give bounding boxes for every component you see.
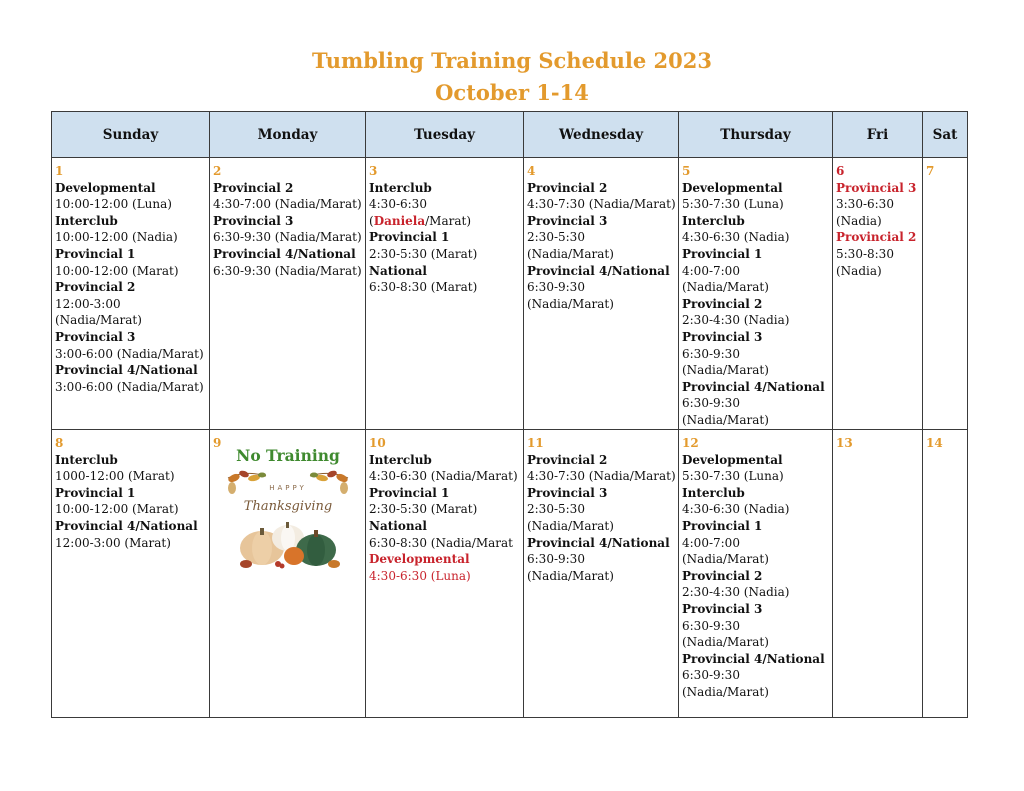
date-number: 3 xyxy=(369,164,378,178)
date-number: 11 xyxy=(527,436,544,450)
program-name: Interclub xyxy=(682,213,745,228)
program-name: Provincial 3 xyxy=(682,329,763,344)
session-time: 3:00-6:00 (Nadia/Marat) xyxy=(55,379,204,394)
program-name: Provincial 1 xyxy=(55,485,136,500)
session-time: 2:30-5:30 xyxy=(527,230,585,245)
day-cell xyxy=(52,158,210,430)
thanksgiving-pumpkins-image xyxy=(226,466,350,578)
program-name: Provincial 3 xyxy=(836,180,917,195)
session-coaches: (Nadia/Marat) xyxy=(682,684,769,699)
program-name: Provincial 2 xyxy=(527,180,608,195)
page-title: Tumbling Training Schedule 2023 xyxy=(312,48,712,73)
program-name: Provincial 3 xyxy=(527,213,608,228)
session-time: 4:00-7:00 xyxy=(682,535,740,550)
program-name: Provincial 2 xyxy=(213,180,294,195)
program-name: Provincial 2 xyxy=(55,280,136,295)
coach-highlight: Daniela xyxy=(373,213,426,228)
program-name: Provincial 3 xyxy=(55,329,136,344)
session-time: 5:30-7:30 (Luna) xyxy=(682,469,784,484)
header-sunday: Sunday xyxy=(52,112,210,158)
date-number: 13 xyxy=(836,436,853,450)
day-cell xyxy=(923,430,968,718)
session-time: 4:30-6:30 (Nadia/Marat) xyxy=(369,469,518,484)
program-name: Provincial 2 xyxy=(836,230,917,245)
session-coaches: (Nadia) xyxy=(836,263,882,278)
header-monday: Monday xyxy=(210,112,366,158)
day-cell xyxy=(679,158,833,430)
program-name: National xyxy=(369,263,427,278)
session-time: 12:00-3:00 (Marat) xyxy=(55,535,171,550)
program-name: Provincial 1 xyxy=(369,230,450,245)
program-name: Provincial 1 xyxy=(682,246,763,261)
no-training-label: No Training xyxy=(236,445,340,465)
session-time: 10:00-12:00 (Marat) xyxy=(55,502,179,517)
session-time: 6:30-9:30 xyxy=(682,668,740,683)
header-wednesday: Wednesday xyxy=(524,112,679,158)
program-name: Provincial 4/National xyxy=(682,651,825,666)
session-time: 4:30-6:30 (Nadia) xyxy=(682,502,790,517)
pumpkin-icon xyxy=(240,522,340,569)
card-happy-text: HAPPY xyxy=(269,484,307,493)
session-time: 6:30-8:30 (Nadia/Marat xyxy=(369,535,513,550)
session-coaches: (Nadia/Marat) xyxy=(682,552,769,567)
day-cell xyxy=(210,430,366,718)
day-cell xyxy=(366,430,524,718)
program-name: Provincial 1 xyxy=(55,246,136,261)
date-number: 4 xyxy=(527,164,536,178)
week-row-1 xyxy=(52,158,968,430)
program-name: Provincial 4/National xyxy=(527,535,670,550)
program-name: Provincial 1 xyxy=(369,485,450,500)
session-time: 6:30-9:30 xyxy=(527,552,585,567)
program-name: Provincial 3 xyxy=(213,213,294,228)
session-time: 4:30-6:30 xyxy=(369,197,427,212)
program-name: Provincial 4/National xyxy=(682,379,825,394)
session-time: 6:30-9:30 xyxy=(682,346,740,361)
session-coaches: (Nadia/Marat) xyxy=(527,568,614,583)
day-cell xyxy=(524,158,679,430)
session-time: 4:30-6:30 (Nadia) xyxy=(682,230,790,245)
session-coaches: (Nadia/Marat) xyxy=(682,412,769,427)
date-number: 6 xyxy=(836,164,845,178)
program-name: Interclub xyxy=(369,180,432,195)
program-name: Interclub xyxy=(55,213,118,228)
day-cell xyxy=(52,430,210,718)
program-name: Provincial 3 xyxy=(527,485,608,500)
date-number: 2 xyxy=(213,164,222,178)
session-coaches: (Nadia/Marat) xyxy=(527,296,614,311)
session-time: 4:30-6:30 (Luna) xyxy=(369,568,471,583)
day-cell xyxy=(210,158,366,430)
date-number: 5 xyxy=(682,164,691,178)
session-time: 6:30-8:30 (Marat) xyxy=(369,280,478,295)
session-coaches: (Nadia/Marat) xyxy=(527,518,614,533)
program-name: National xyxy=(369,518,427,533)
header-friday: Fri xyxy=(833,112,923,158)
session-time: 6:30-9:30 xyxy=(682,396,740,411)
session-coaches: (Nadia/Marat) xyxy=(682,363,769,378)
day-cell xyxy=(679,430,833,718)
day-cell xyxy=(833,430,923,718)
date-number: 7 xyxy=(926,164,935,178)
session-time: 2:30-4:30 (Nadia) xyxy=(682,313,790,328)
header-saturday: Sat xyxy=(923,112,968,158)
day-cell xyxy=(366,158,524,430)
program-name: Provincial 2 xyxy=(682,568,763,583)
session-time: 6:30-9:30 xyxy=(527,280,585,295)
program-name: Provincial 2 xyxy=(682,296,763,311)
program-name: Provincial 2 xyxy=(527,452,608,467)
program-name: Provincial 4/National xyxy=(527,263,670,278)
session-time: 5:30-7:30 (Luna) xyxy=(682,197,784,212)
session-time: 6:30-9:30 (Nadia/Marat) xyxy=(213,230,362,245)
date-number: 1 xyxy=(55,164,64,178)
program-name: Provincial 4/National xyxy=(213,246,356,261)
session-time: 4:30-7:30 (Nadia/Marat) xyxy=(527,469,676,484)
session-time: 6:30-9:30 xyxy=(682,618,740,633)
program-name: Developmental xyxy=(369,552,470,567)
session-time: 2:30-5:30 xyxy=(527,502,585,517)
session-coaches: (Nadia/Marat) xyxy=(682,280,769,295)
session-coaches: (Nadia/Marat) xyxy=(55,313,142,328)
session-time: 12:00-3:00 xyxy=(55,296,121,311)
session-time: 2:30-5:30 (Marat) xyxy=(369,246,478,261)
program-name: Interclub xyxy=(55,452,118,467)
program-name: Developmental xyxy=(682,180,783,195)
session-time: 3:00-6:00 (Nadia/Marat) xyxy=(55,346,204,361)
header-thursday: Thursday xyxy=(679,112,833,158)
coach-rest: /Marat) xyxy=(425,213,472,228)
header-tuesday: Tuesday xyxy=(366,112,524,158)
day-cell xyxy=(923,158,968,430)
session-time: 4:00-7:00 xyxy=(682,263,740,278)
day-cell xyxy=(524,430,679,718)
program-name: Interclub xyxy=(682,485,745,500)
week-row-2 xyxy=(52,430,968,718)
session-time: 6:30-9:30 (Nadia/Marat) xyxy=(213,263,362,278)
date-number: 8 xyxy=(55,436,64,450)
program-name: Developmental xyxy=(682,452,783,467)
session-time: 5:30-8:30 xyxy=(836,246,894,261)
card-script-text: Thanksgiving xyxy=(243,499,333,515)
program-name: Provincial 3 xyxy=(682,601,763,616)
schedule-table xyxy=(51,111,968,718)
session-time: 4:30-7:30 (Nadia/Marat) xyxy=(527,197,676,212)
session-coaches xyxy=(369,213,521,230)
session-coaches: (Nadia/Marat) xyxy=(527,246,614,261)
session-time: 3:30-6:30 xyxy=(836,197,894,212)
page-subtitle: October 1-14 xyxy=(435,80,589,105)
session-time: 4:30-7:00 (Nadia/Marat) xyxy=(213,197,362,212)
program-name: Provincial 4/National xyxy=(55,518,198,533)
date-number: 14 xyxy=(926,436,943,450)
program-name: Provincial 1 xyxy=(682,518,763,533)
session-coaches: (Nadia/Marat) xyxy=(682,635,769,650)
header-row xyxy=(52,112,968,158)
session-time: 10:00-12:00 (Luna) xyxy=(55,197,172,212)
session-time: 10:00-12:00 (Marat) xyxy=(55,263,179,278)
program-name: Interclub xyxy=(369,452,432,467)
program-name: Developmental xyxy=(55,180,156,195)
date-number: 12 xyxy=(682,436,699,450)
session-time: 1000-12:00 (Marat) xyxy=(55,469,175,484)
session-coaches: (Nadia) xyxy=(836,213,882,228)
day-cell xyxy=(833,158,923,430)
date-number: 10 xyxy=(369,436,386,450)
date-number: 9 xyxy=(213,436,222,450)
session-time: 10:00-12:00 (Nadia) xyxy=(55,230,178,245)
paren-open: ( xyxy=(369,213,374,228)
session-time: 2:30-4:30 (Nadia) xyxy=(682,585,790,600)
session-time: 2:30-5:30 (Marat) xyxy=(369,502,478,517)
program-name: Provincial 4/National xyxy=(55,363,198,378)
